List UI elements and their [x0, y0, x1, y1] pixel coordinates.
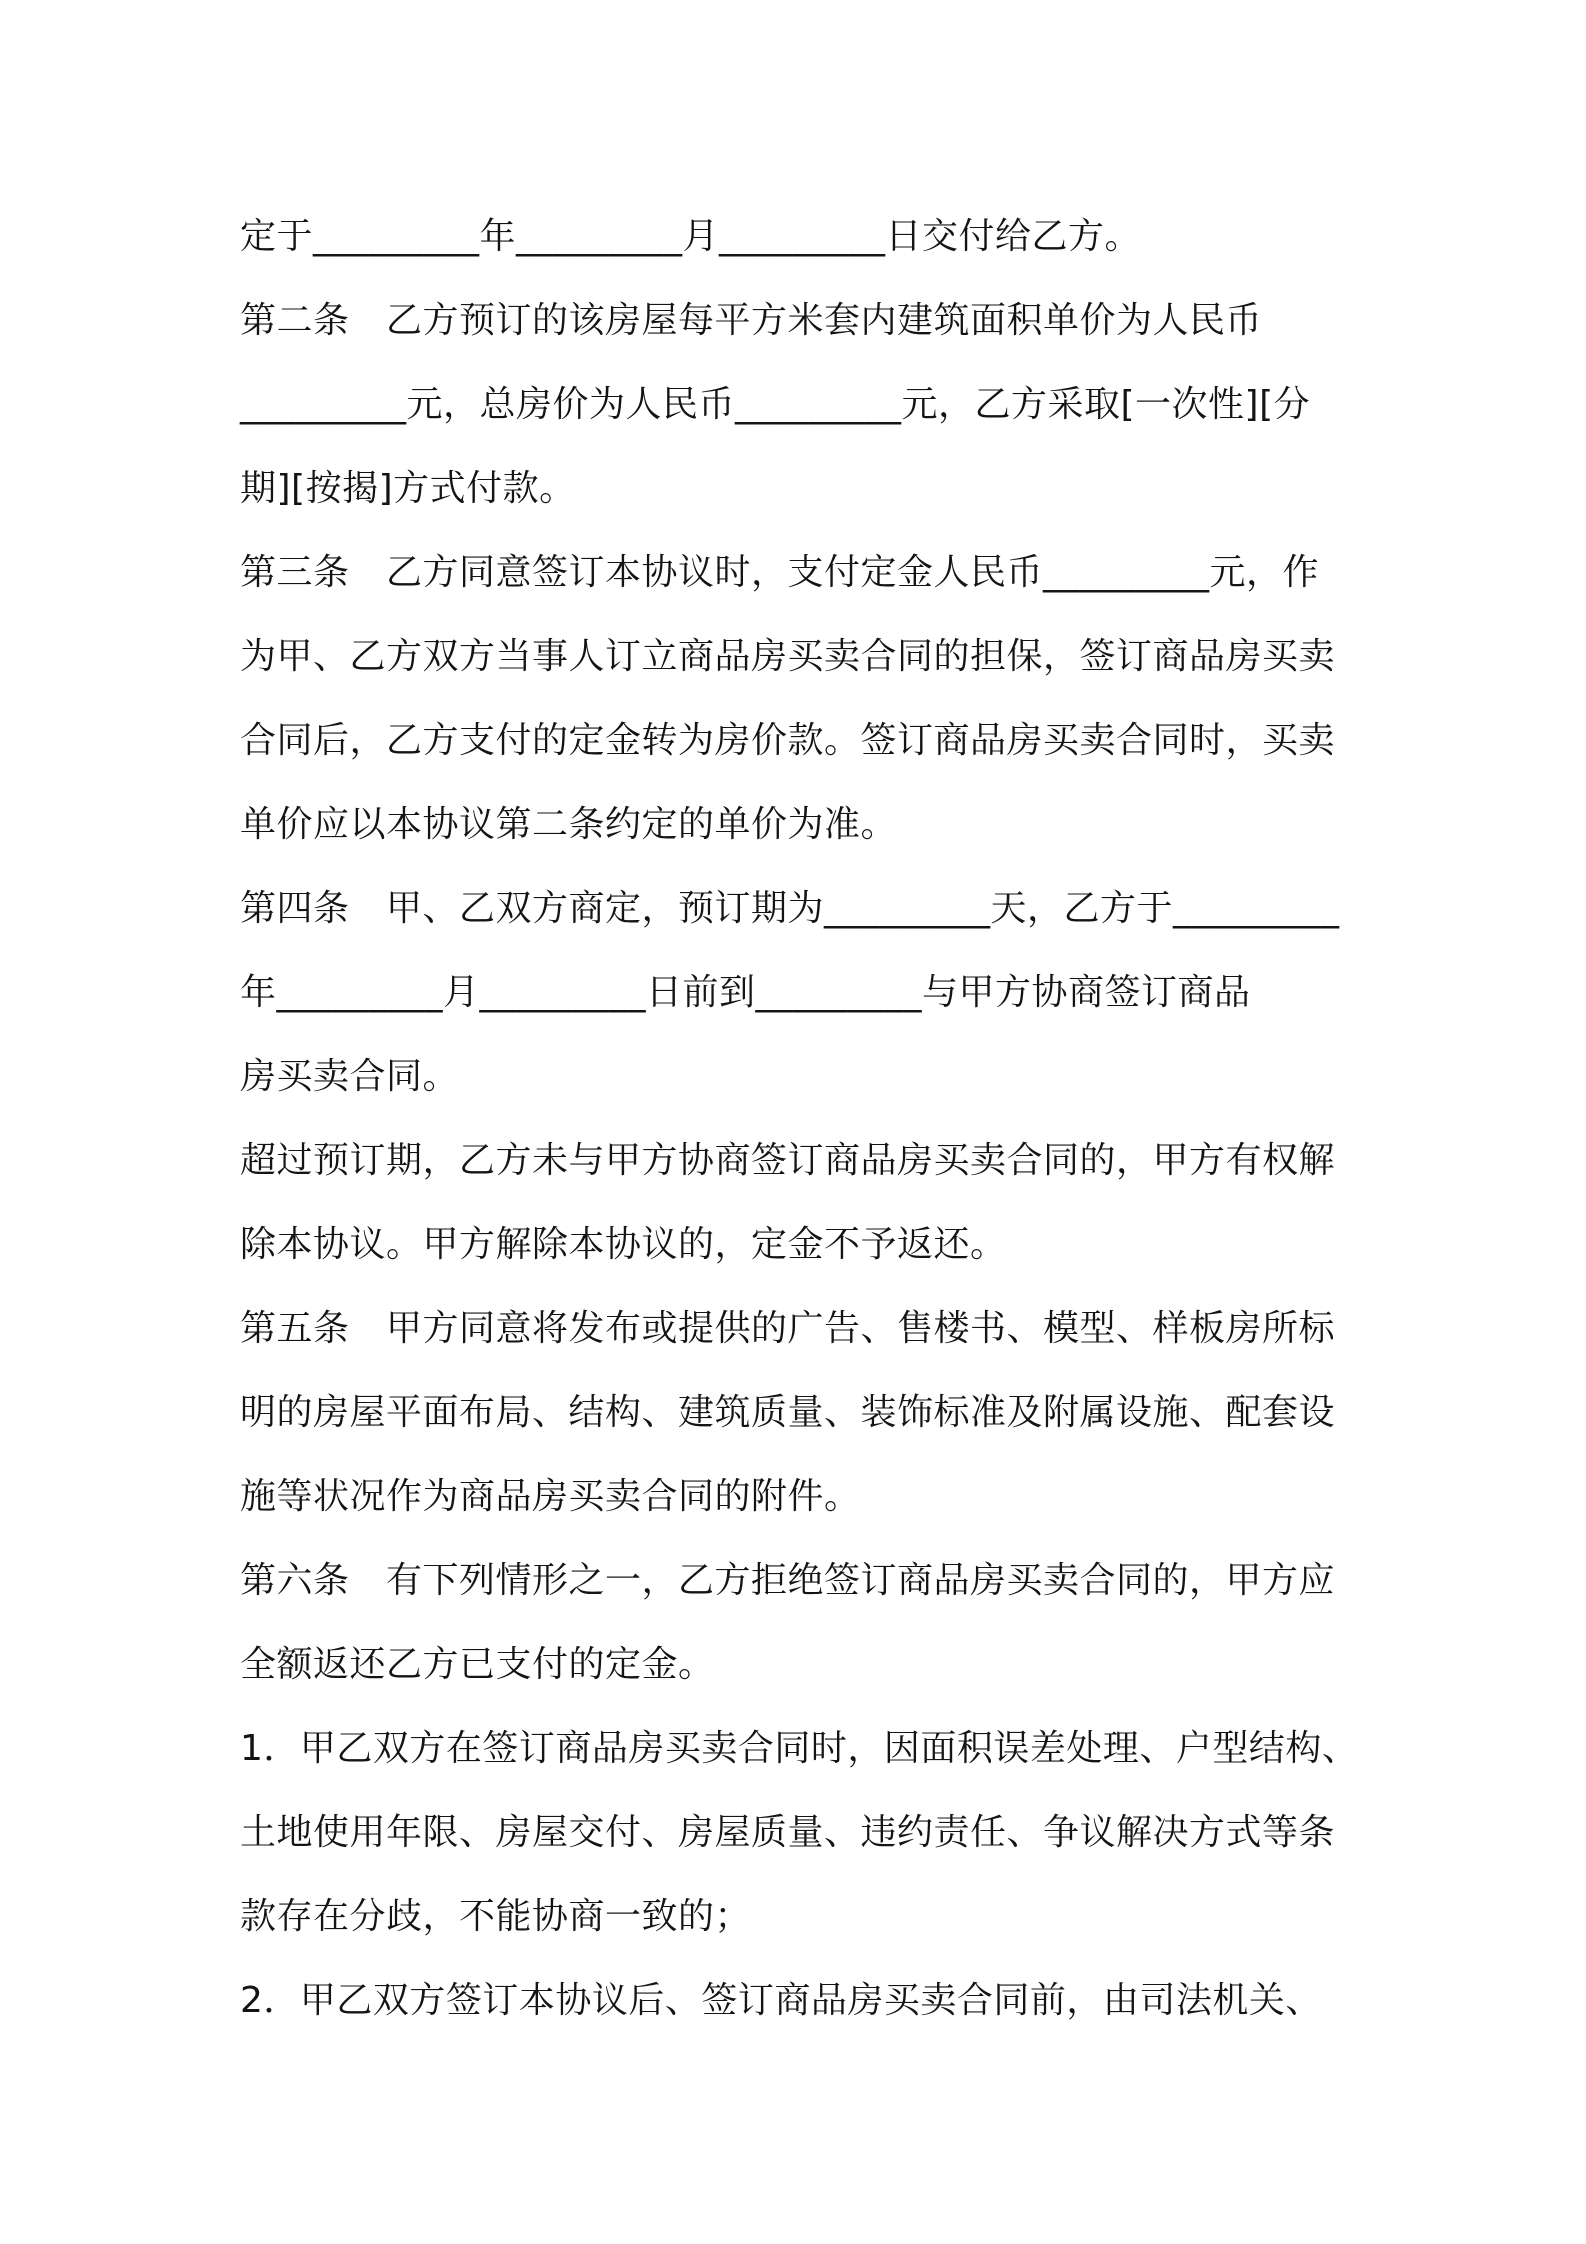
- text-line: 第六条 有下列情形之一，乙方拒绝签订商品房买卖合同的，甲方应: [240, 1560, 1336, 1601]
- text-line: 定于_________年_________月_________日交付给乙方。: [240, 216, 1142, 257]
- text-line: 第四条 甲、乙双方商定，预订期为_________天，乙方于_________: [240, 888, 1340, 929]
- text-line: 明的房屋平面布局、结构、建筑质量、装饰标准及附属设施、配套设: [240, 1392, 1336, 1433]
- contract-body: [240, 195, 1380, 2043]
- text-line: 全额返还乙方已支付的定金。: [240, 1644, 715, 1685]
- text-line: 除本协议。甲方解除本协议的，定金不予返还。: [240, 1224, 1007, 1265]
- text-line: 单价应以本协议第二条约定的单价为准。: [240, 804, 898, 845]
- text-line: 2．甲乙双方签订本协议后、签订商品房买卖合同前，由司法机关、: [240, 1980, 1322, 2021]
- text-line: 合同后，乙方支付的定金转为房价款。签订商品房买卖合同时，买卖: [240, 720, 1336, 761]
- text-line: 1．甲乙双方在签订商品房买卖合同时，因面积误差处理、户型结构、: [240, 1728, 1359, 1769]
- text-line: 超过预订期，乙方未与甲方协商签订商品房买卖合同的，甲方有权解: [240, 1140, 1336, 1181]
- text-line: 施等状况作为商品房买卖合同的附件。: [240, 1476, 861, 1517]
- text-line: 第三条 乙方同意签订本协议时，支付定金人民币_________元，作: [240, 552, 1320, 593]
- text-line: 第五条 甲方同意将发布或提供的广告、售楼书、模型、样板房所标: [240, 1308, 1336, 1349]
- text-line: 为甲、乙方双方当事人订立商品房买卖合同的担保，签订商品房买卖: [240, 636, 1336, 677]
- text-line: 年_________月_________日前到_________与甲方协商签订商品: [240, 972, 1251, 1013]
- text-line: 期][按揭]方式付款。: [240, 468, 576, 509]
- text-line: 土地使用年限、房屋交付、房屋质量、违约责任、争议解决方式等条: [240, 1812, 1336, 1853]
- text-line: 房买卖合同。: [240, 1056, 460, 1097]
- text-line: 第二条 乙方预订的该房屋每平方米套内建筑面积单价为人民币: [240, 300, 1263, 341]
- text-line: 款存在分歧，不能协商一致的；: [240, 1896, 752, 1937]
- text-line: _________元，总房价为人民币_________元，乙方采取[一次性][分: [240, 384, 1311, 425]
